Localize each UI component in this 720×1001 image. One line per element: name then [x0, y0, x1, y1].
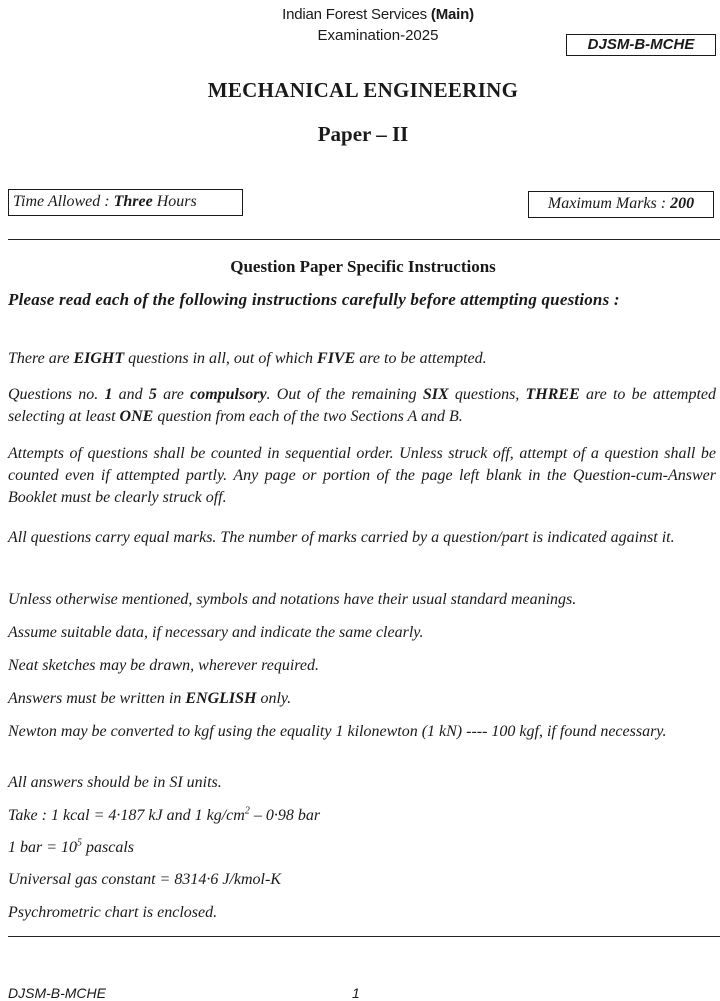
bottom-divider	[8, 936, 720, 937]
instruction-bar-pascal: 1 bar = $10^5$ pascals	[8, 837, 135, 856]
instruction-sketches: Neat sketches may be drawn, wherever required.	[8, 657, 320, 674]
instruction-newton-kgf: Newton may be converted to kgf using the equality 1 kilonewton (1 kN) ---- 100 kgf, if found necessary.	[8, 723, 667, 740]
instruction-psychrometric-chart: Psychrometric chart is enclosed.	[8, 904, 218, 921]
time-unit: Hours	[152, 193, 197, 210]
paper-title: Paper – II	[317, 122, 409, 146]
instructions-title: Question Paper Specific Instructions	[230, 257, 496, 276]
exam-org: Indian Forest Services	[282, 6, 427, 23]
footer-page-number: 1	[352, 985, 360, 1001]
instruction-si-units: All answers should be in SI units.	[8, 774, 222, 791]
maximum-marks-box	[528, 191, 714, 218]
instruction-symbols: Unless otherwise mentioned, symbols and notations have their usual standard meanings.	[8, 591, 577, 608]
instruction-compulsory: Questions no. 1 and 5 are compulsory. Out of the remaining SIX questions, THREE are to be attempted selecting at least ONE question from each of the two Sections A and B.	[8, 386, 717, 425]
instruction-equal-marks: All questions carry equal marks. The number of marks carried by a question/part is indicated against it.	[8, 529, 675, 546]
instruction-sequential-order: Attempts of questions shall be counted in sequential order. Unless struck off, attempt of a question shall be counted even if attempted partly. Any page or portion of the page left blank in the Question-cum-Answer Booklet must be clearly struck off.	[8, 445, 716, 506]
instruction-language: Answers must be written in ENGLISH only.	[8, 690, 292, 707]
instruction-kcal-conversion: Take : 1 kcal = 4·187 kJ and 1 $kg/cm^2 - 0\cdot 98$ bar	[8, 805, 321, 824]
marks-value: 200	[670, 195, 695, 212]
time-allowed-box	[8, 189, 243, 216]
marks-label: Maximum Marks :	[547, 195, 671, 212]
exam-year: Examination-2025	[317, 27, 439, 44]
paper-code-box: DJSM-B-MCHE	[566, 34, 716, 56]
instruction-gas-constant: Universal gas constant = 8314·6 J/kmol-K	[8, 871, 281, 888]
instruction-suitable-data: Assume suitable data, if necessary and indicate the same clearly.	[8, 624, 424, 641]
top-divider	[8, 239, 720, 240]
exam-body-title	[0, 6, 720, 23]
footer-paper-code: DJSM-B-MCHE	[8, 985, 106, 1001]
subject-title: MECHANICAL ENGINEERING	[207, 78, 519, 102]
instructions-lead: Please read each of the following instructions carefully before attempting questions :	[8, 290, 620, 309]
instruction-question-count: There are EIGHT questions in all, out of which FIVE are to be attempted.	[8, 350, 487, 367]
time-label: Time Allowed :	[13, 193, 114, 210]
exam-stage: (Main)	[430, 6, 474, 23]
time-value: Three	[113, 193, 153, 210]
